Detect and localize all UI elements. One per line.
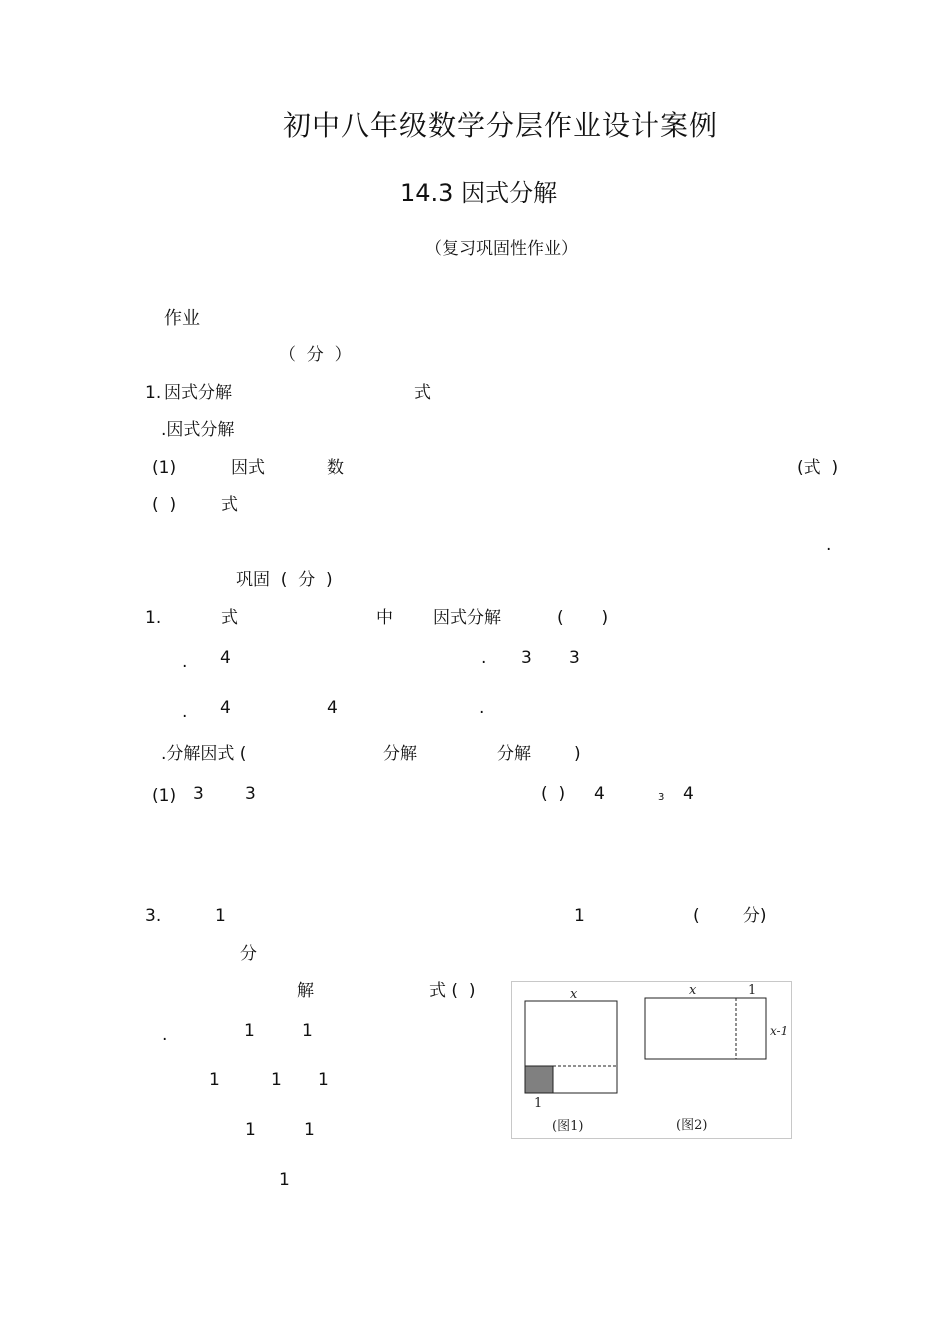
- subquestion-number: (1): [152, 786, 177, 806]
- fig1-bottom-label: 1: [534, 1096, 543, 1111]
- question-text: 解: [297, 981, 314, 1001]
- section-subtitle: 14.3 因式分解: [400, 179, 558, 207]
- option-b-value: 3: [521, 648, 532, 668]
- section2-heading: 巩固 ( 分 ): [236, 570, 333, 590]
- homework-type-note: （复习巩固性作业）: [425, 239, 578, 259]
- option-b-marker: .: [481, 648, 487, 668]
- expression-value: 4: [594, 784, 605, 804]
- fig2-top-label-1: 1: [748, 983, 757, 998]
- expression-value: 3: [193, 784, 204, 804]
- option-c-value: 1: [304, 1120, 315, 1140]
- expression-value: 4: [683, 784, 694, 804]
- fig2-side-label: x-1: [770, 1024, 789, 1038]
- option-b-value: 3: [569, 648, 580, 668]
- option-c-value: 4: [327, 698, 338, 718]
- question-text: 因式分解: [433, 608, 501, 628]
- option-d-marker: .: [479, 698, 485, 718]
- expression-exponent: 3: [658, 792, 665, 803]
- question-text: 式: [221, 495, 238, 515]
- option-a-value: 1: [244, 1021, 255, 1041]
- option-a-marker: .: [182, 652, 188, 672]
- option-c-value: 4: [220, 698, 231, 718]
- geometry-figure: [511, 981, 792, 1139]
- question-text: 因式: [231, 458, 265, 478]
- fig1-top-label: x: [570, 987, 578, 1002]
- option-b-value: 1: [271, 1070, 282, 1090]
- question-text: 式: [414, 383, 431, 403]
- subquestion-number: ( ): [541, 784, 566, 804]
- question-number: 1.: [145, 383, 162, 403]
- question-score: ( 分): [693, 906, 767, 926]
- fig2-caption: (图2): [676, 1118, 708, 1133]
- question-text: (式 ): [797, 458, 839, 478]
- expression-value: 1: [574, 906, 585, 926]
- question-number: 3.: [145, 906, 162, 926]
- expression-value: 1: [215, 906, 226, 926]
- fig2-top-label-x: x: [689, 983, 697, 998]
- option-c-marker: .: [182, 702, 188, 722]
- question-text: 式: [221, 608, 238, 628]
- figure-drawing: [512, 982, 793, 1140]
- option-b-value: 1: [318, 1070, 329, 1090]
- fig1-caption: (图1): [552, 1119, 584, 1134]
- question-text: 式 ( ): [429, 981, 476, 1001]
- question-text: 分解: [497, 744, 531, 764]
- option-b-value: 1: [209, 1070, 220, 1090]
- expression-value: 3: [245, 784, 256, 804]
- section1-score: （ 分 ）: [279, 345, 352, 365]
- section1-heading: 作业: [164, 308, 200, 329]
- option-a-marker: .: [162, 1025, 168, 1045]
- option-d-value: 1: [279, 1170, 290, 1190]
- question-text: 数: [327, 458, 344, 478]
- option-a-value: 4: [220, 648, 231, 668]
- question-number: 1.: [145, 608, 162, 628]
- end-dot: .: [826, 535, 832, 555]
- question-text: 因式分解: [164, 383, 232, 403]
- question-text: .分解因式 (: [161, 744, 247, 764]
- question-text: 分解: [383, 744, 417, 764]
- page-title: 初中八年级数学分层作业设计案例: [283, 109, 719, 142]
- fig1-shaded-square: [525, 1066, 553, 1093]
- subquestion-number: (1): [152, 458, 177, 478]
- subquestion-number: ( ): [152, 495, 177, 515]
- option-c-value: 1: [245, 1120, 256, 1140]
- question-text: 中: [376, 608, 393, 628]
- option-a-value: 1: [302, 1021, 313, 1041]
- question-text: ): [574, 744, 581, 764]
- question-text: 分: [240, 944, 257, 964]
- answer-blank: ( ): [557, 608, 609, 628]
- question-text: .因式分解: [161, 420, 235, 440]
- fig2-rectangle: [645, 998, 766, 1059]
